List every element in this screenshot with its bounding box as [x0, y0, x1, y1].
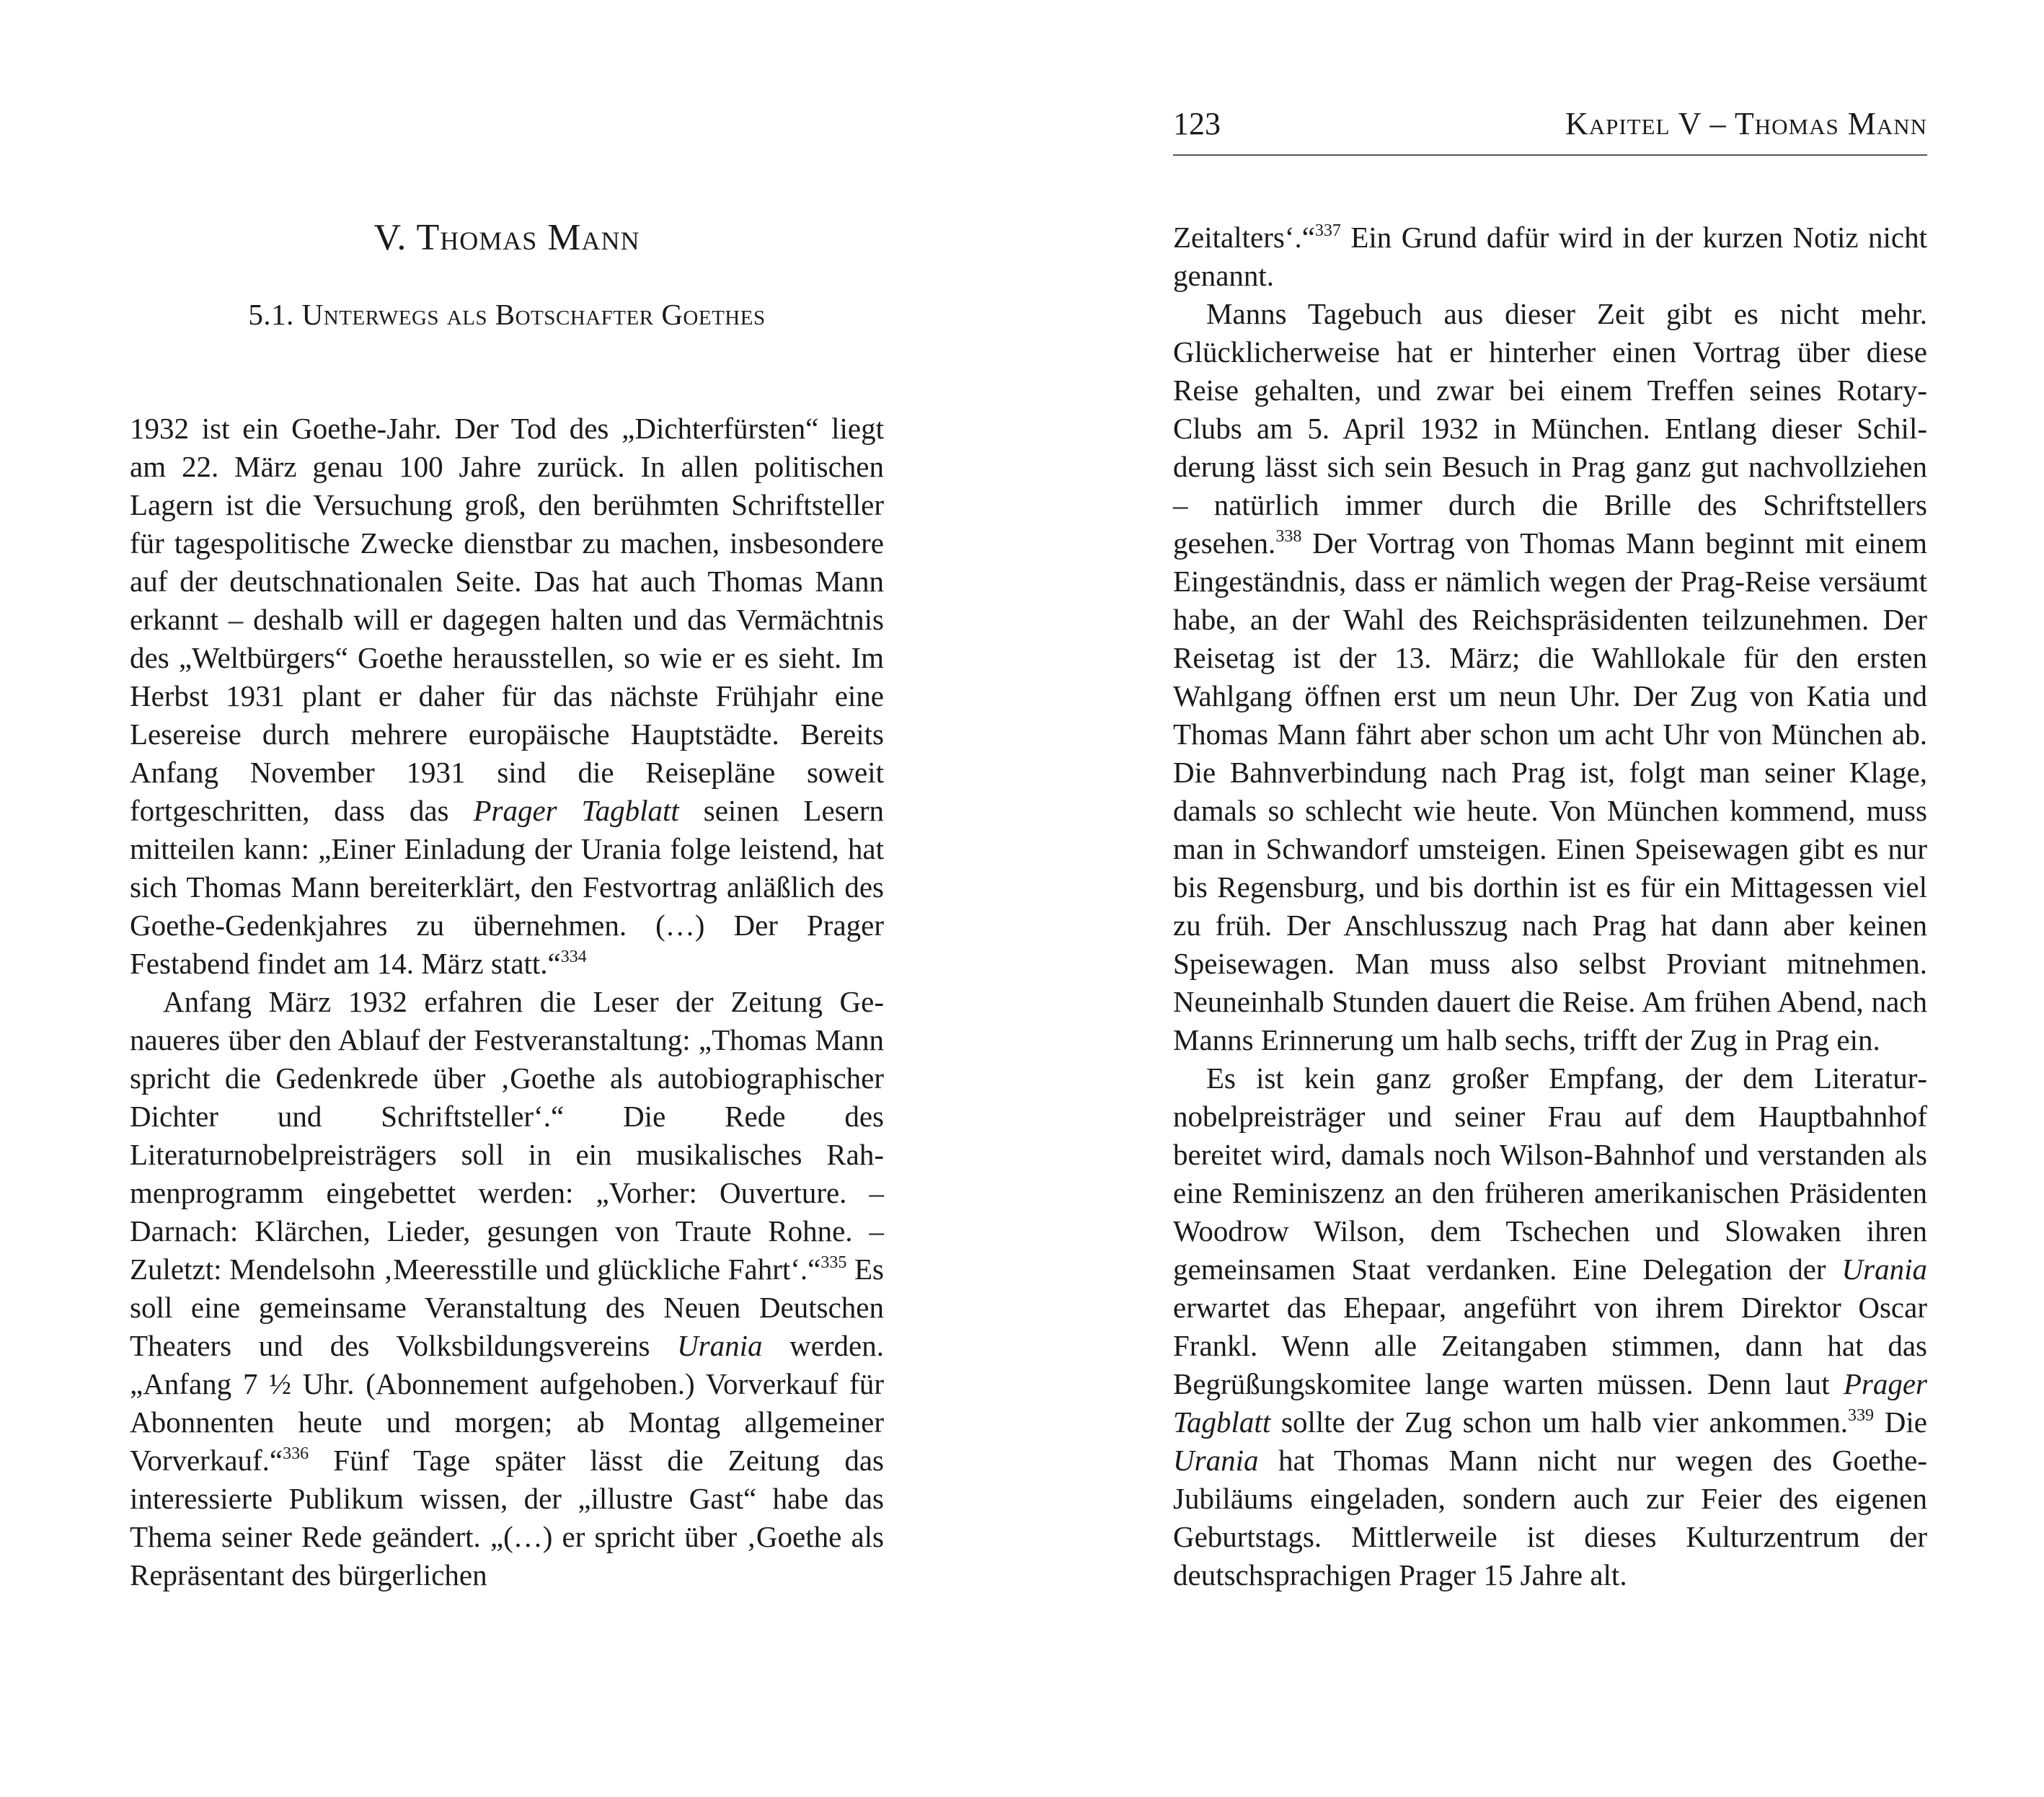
- text-run: Manns Tagebuch aus dieser Zeit gibt es nicht mehr. Glücklicherweise hat er hinterher einen Vortrag über diese Reise gehalten, und zwar bei einem Treffen seines Rotary-Clubs am 5. April 1932 in München. Entlang dieser Schilderung lässt sich sein Besuch in Prag ganz gut nachvollziehen – natürlich immer durch die Brille des Schriftstellers gesehen.: [1173, 297, 1927, 560]
- text-run: 1932 ist ein Goethe-Jahr. Der Tod des „Dichterfürsten“ liegt am 22. März genau 100 Jahre zurück. In allen politischen Lagern ist die Versuchung groß, den berühmten Schriftsteller für tagespolitische Zwecke dienstbar zu machen, insbesondere auf der deutschnationalen Seite. Das hat auch Thomas Mann erkannt – deshalb will er dagegen halten und das Vermächtnis des „Weltbürgers“ Goethe herausstellen, so wie er es sieht. Im Herbst 1931 plant er daher für das nächste Frühjahr eine Lesereise durch mehrere europäische Hauptstädte. Bereits Anfang November 1931 sind die Reisepläne soweit fortgeschritten, dass das: [130, 412, 884, 827]
- text-run: sollte der Zug schon um halb vier ankommen.: [1270, 1405, 1848, 1439]
- running-head: [1173, 108, 1927, 156]
- text-run: erwartet das Ehepaar, angeführt von ihrem Direktor Oscar Frankl. Wenn alle Zeitangaben stimmen, dann hat das Begrüßungskomitee lange warten müssen. Denn laut: [1173, 1291, 1927, 1400]
- text-run: seinen Lesern mitteilen kann: „Einer Einladung der Urania folge leistend, hat sich Thomas Mann bereiterklärt, den Festvortrag anläßlich des Goethe-Gedenkjahres zu übernehmen. (…) Der Prager Festabend findet am 14. März statt.“: [130, 794, 884, 980]
- text-run: Es ist kein ganz großer Empfang, der dem Literaturnobelpreisträger und seiner Frau auf dem Hauptbahnhof bereitet wird, damals noch Wilson-Bahnhof und verstanden als eine Reminiszenz an den früheren amerikanischen Präsidenten Woodrow Wilson, dem Tschechen und Slowaken ihren gemeinsamen Staat verdanken. Eine Delegation der: [1173, 1061, 1927, 1286]
- text-run: Ein Grund dafür wird in der kurzen Notiz nicht genannt.: [1173, 221, 1927, 292]
- italic-title: Urania: [1173, 1444, 1259, 1477]
- footnote-ref: 334: [560, 948, 587, 966]
- running-title: Kapitel V – Thomas Mann: [1565, 106, 1927, 141]
- right-text-column: [1173, 218, 1927, 1594]
- paragraph: [1173, 295, 1927, 1059]
- italic-title: Urania: [677, 1329, 763, 1362]
- footnote-ref: 339: [1847, 1406, 1874, 1425]
- chapter-title: V. Thomas Mann: [373, 217, 640, 258]
- paragraph: [1173, 218, 1927, 295]
- italic-title: Prager Tagblatt: [473, 794, 679, 827]
- text-run: Der Vortrag von Thomas Mann beginnt mit einem Eingeständnis, dass er nämlich wegen der Prag-Reise versäumt habe, an der Wahl des Reichspräsidenten teilzunehmen. Der Reisetag ist der 13. März; die Wahllokale für den ersten Wahlgang öffnen erst um neun Uhr. Der Zug von Katia und Thomas Mann fährt aber schon um acht Uhr von München ab. Die Bahnverbindung nach Prag ist, folgt man seiner Klage, damals so schlecht wie heute. Von München kommend, muss man in Schwandorf umsteigen. Einen Speisewagen gibt es nur bis Regensburg, und bis dorthin ist es für ein Mittagessen viel zu früh. Der Anschlusszug nach Prag hat dann aber keinen Speisewagen. Man muss also selbst Proviant mitnehmen. Neuneinhalb Stunden dauert die Reise. Am frühen Abend, nach Manns Erinnerung um halb sechs, trifft der Zug in Prag ein.: [1173, 526, 1927, 1056]
- text-run: Fünf Tage später lässt die Zeitung das interessierte Publikum wissen, der „illustre Gast“ habe das Thema seiner Rede geändert. „(…) er spricht über ‚Goethe als Repräsentant des bürgerlichen: [130, 1444, 884, 1591]
- text-run: Die: [1873, 1405, 1927, 1439]
- footnote-ref: 337: [1314, 221, 1341, 240]
- text-run: Zeitalters‘.“: [1173, 221, 1315, 254]
- text-run: werden. „Anfang 7 ½ Uhr. (Abonnement aufgehoben.) Vorverkauf für Abonnenten heute und morgen; ab Montag allgemeiner Vorverkauf.“: [130, 1329, 884, 1477]
- footnote-ref: 336: [283, 1444, 309, 1463]
- footnote-ref: 335: [820, 1253, 847, 1272]
- left-text-column: [130, 410, 884, 1594]
- paragraph: [1173, 1059, 1927, 1594]
- section-title: 5.1. Unterwegs als Botschafter Goethes: [248, 298, 766, 331]
- footnote-ref: 338: [1275, 527, 1302, 546]
- right-page: [1022, 0, 2044, 1797]
- text-run: Es soll eine gemeinsame Veranstaltung des Neuen Deutschen Theaters und des Volksbildungsvereins: [130, 1253, 884, 1362]
- text-run: Anfang März 1932 erfahren die Leser der Zeitung Genaueres über den Ablauf der Festveranstaltung: „Thomas Mann spricht die Gedenkrede über ‚Goethe als autobiographischer Dichter und Schriftsteller‘.“ Die Rede des Literaturnobelpreisträgers soll in ein musikalisches Rahmenprogramm eingebettet werden: „Vorher: Ouverture. – Darnach: Klärchen, Lieder, gesungen von Traute Rohne. – Zuletzt: Mendelsohn ‚Meeresstille und glückliche Fahrt‘.“: [130, 985, 884, 1286]
- page-number: 123: [1173, 106, 1221, 141]
- italic-title: Prager Tagblatt: [1173, 1367, 1927, 1439]
- text-run: hat Thomas Mann nicht nur wegen des Goethe-Jubiläums eingeladen, sondern auch zur Feier des eigenen Geburtstags. Mittlerweile ist dieses Kulturzentrum der deutschsprachigen Prager 15 Jahre alt.: [1173, 1444, 1927, 1591]
- italic-title: Urania: [1841, 1253, 1927, 1286]
- paragraph: [130, 410, 884, 983]
- paragraph: [130, 983, 884, 1594]
